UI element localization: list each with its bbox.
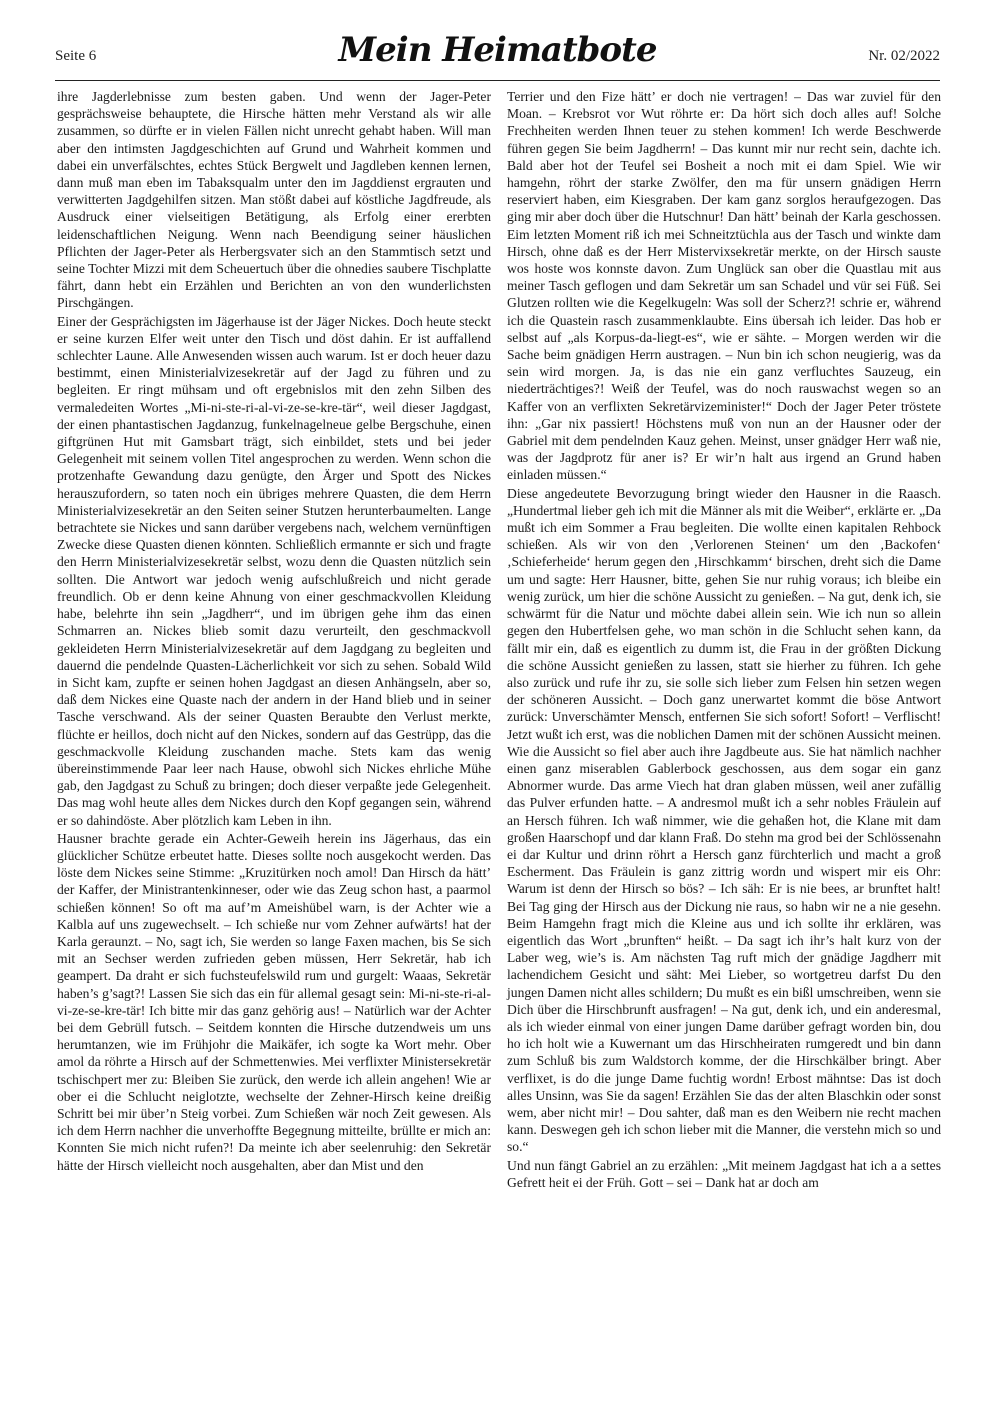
issue-number: Nr. 02/2022 (868, 48, 940, 64)
left-column (57, 88, 491, 1174)
paragraph: Hausner brachte gerade ein Achter-Geweih herein ins Jägerhaus, das ein glücklicher Schütze erbeutet hatte. Dieses sollte noch ausgekocht werden. Das löste dem Nickes seine Stimme: „Kruzitürken noch amol! Dan Hirsch da hätt’ der Kaffer, der Ministrantenkinneser, oder wie das Zeug schon hast, a paarmol schießen können! So oft ma auf’m Ameishübel warn, is der Achter wie a Kalbla auf uns zugewechselt. – Ich schieße nur vom Zehner aufwärts! hat der Karla geraunzt. – No, sagt ich, Sie werden so lange Faxen machen, bis Se sich mit an Sechser werden zufrieden geben müssen, Herr Sekretär, hab ich geampert. Da draht er sich fuchsteufelswild rum und gurgelt: Waaas, Sekretär haben’s g’sagt?! Lassen Sie sich das ein für allemal gesagt sein: Mi-ni-ste-ri-al-vi-ze-se-kre-tär! Ich bitte mir das ganz gehörig aus! – Natürlich war der Achter bei dem Gebrüll futsch. – Seitdem konnten die Hirsche dutzendweis um uns herumtanzen, wie im Frühjohr die Maikäfer, ich sogte ka Wort mehr. Ober amol da röhrte a Hirsch auf der Schmettenwies. Mei verflixter Ministersekretär tschischpert mer zu: Bleiben Sie zurück, den werde ich allein angehen! Wie ar ober ei die Schlucht neiglotzte, wechselte der Zehner-Hirsch keine dreißig Schritt bei mir über’n Steig vorbei. Zum Schießen wär noch Zeit gewesen. Als ich dem Herrn nachher die unverhoffte Begegnung mitteilte, brüllte er mich an: Konnten Sie mich nicht rufen?! Da meinte ich aber seelenruhig: den Sekretär hätte der Hirsch vielleicht noch ausgehalten, aber dan Mist und den (57, 830, 491, 1173)
page-header (55, 30, 940, 74)
paragraph: Und nun fängt Gabriel an zu erzählen: „Mit meinem Jagdgast hat ich a a settes Gefrett heit ei der Früh. Gott – sei – Dank hat ar doch am (507, 1157, 941, 1190)
paragraph: ihre Jagderlebnisse zum besten gaben. Und wenn der Jager-Peter gesprächsweise behauptete, die Hirsche hätten mehr Verstand als wir alle zusammen, so dürfte er in vielen Fällen nicht unrecht gehabt haben. Will man aber den intimsten Jagdgeschichten auf Grund und Wahrheit kommen und dabei ein unverfälschtes, echtes Stück Bergwelt und Jagdleben kennen lernen, dann muß man eben im Tabaksqualm unter den im Jagddienst ergrauten und verwitterten Jagdgehilfen sitzen. Man stößt dabei auf köstliche Jagdfreude, als Ausdruck einer vielseitigen Betätigung, als Erfolg einer ererbten leidenschaftlichen Neigung. Wenn nach Beendigung seiner häuslichen Pflichten der Jager-Peter als Herbergsvater sich an den Stammtisch setzt und seine Tochter Mizzi mit dem Scheuertuch über die ohnedies saubere Tischplatte fährt, dann hebt ein Erzählen und Berichten an von den wunderlichsten Pirschgängen. (57, 89, 491, 311)
page-number: Seite 6 (55, 48, 97, 64)
header-rule (55, 80, 940, 81)
right-column (507, 88, 941, 1191)
paragraph: Diese angedeutete Bevorzugung bringt wieder den Hausner in die Raasch. „Hundertmal lieber geh ich mit die Männer als mit die Weiber“, erklärte er. „Da mußt ich eim Sommer a Frau begleiten. Die wollte einen kapitalen Rehbock schießen. Als wir von den ‚Verlorenen Steinen‘ um den ‚Backofen‘ ‚Schieferheide‘ herum gegen den ‚Hirschkamm‘ birschen, dreht sich die Dame um und sagte: Herr Hausner, bitte, gehen Sie nur ruhig voraus; ich bleibe ein wenig zurück, um hier die schöne Aussicht zu genießen. – Na gut, denk ich, sie schwärmt für die Natur und möchte dabei allein sein. Wie ich nun so allein gegen den Hubertfelsen gehe, wo man schön in die Schlucht sehen kann, da fällt mir ein, daß es eigentlich zu dumm ist, die Frau in der größten Dickung die schöne Aussicht genießen zu lassen, statt sie hierher zu führen. Ich gehe also zurück und rufe ihr zu, sie solle sich lieber zum Felsen hin setzen wegen der schöneren Aussicht. – Doch ganz unerwartet kommt die böse Antwort zurück: Unverschämter Mensch, entfernen Sie sich sofort! Sofort! – Verflischt! Jetzt wußt ich erst, was die noblichen Damen mit der schönen Aussicht meinen. Wie die Aussicht so fiel aber auch ihre Jagdbeute aus. Sie hat nämlich nachher einen ganz miserablen Gablerbock geschossen, aus dem sogar ein ganz Abnormer wurde. Das arme Viech hat dran glaben müssen, weil aner zufällig das Pulver erfunden hatte. – A andresmol mußt ich a sehr nobles Fräulein auf an Hersch führen. Ich waß nimmer, wie die gehaßen hot, die Klane mit dam großen Haarschopf und dar klann Fraß. Do stehn ma grod bei der Schlössenahn ei dar Kultur und drinn röhrt a Hersch ganz fürchterlich und macht a groß Escherment. Das Fräulein is ganz zittrig wordn und wispert mir eis Ohr: Warum ist denn der Hirsch so bös? – Ich säh: Er is nie bees, ar brunftet halt! Bei Tag ging der Hirsch aus der Dickung nie raus, so habn wir ne a nie gesehn. Beim Hamgehn fragt mich die Kleine aus und ich sollte ihr erklären, was eigentlich das Wort „brunften“ heißt. – Da sagt ich ihr’s halt kurz von der Laber weg, wie’s is. Am nächsten Tag ruft mich der gnädige Jagdherr mit lachendichem Gesicht und säht: Mei Lieber, so wortgetreu darfst Du den jungen Damen nicht alles schildern; Du mußt es ein bißl umschreiben, wenn sie Dich über die Hirschbrunft ausfragen! – Na gut, denk ich, und ein anderesmal, als ich wieder einmal von einer jungen Dame darüber gefragt worden bin, dou ho ich holt wie a Kuwernant um das Hirschheiraten rumgeredt und bin dann zum Schluß bis zum Waldstorch komme, der die Hirschkälber bringt. Aber verflixet, is do die junge Dame fuchtig wordn! Erbost mähntse: Das ist doch alles Unsinn, was Sie da sagen! Erzählen Sie das der alten Blaschkin oder sonst wem, aber nicht mir! – Dou sahter, daß man es den Weibern nie recht machen kann. Deswegen geh ich schon lieber mit die Manner, die verstehn mich so und so.“ (507, 485, 941, 1155)
paragraph: Terrier und den Fize hätt’ er doch nie vertragen! – Das war zuviel für den Moan. – Krebsrot vor Wut röhrte er: Da hört sich doch alles auf! Solche Frechheiten werden Ihnen teuer zu stehen kommen! Ich werde Beschwerde führen gegen Sie beim Jagdherrn! – Das kunnt mir nur recht sein, dachte ich. Bald aber hot der Teufel sei Bosheit a noch mit ei dam Spiel. Wie wir hamgehn, röhrt der starke Zwölfer, den ma für unsern gnädigen Herrn reserviert haben, eim Kiesgraben. Der kam ganz sorglos heraufgezogen. Das ging mir aber doch über die Hutschnur! Dan hätt’ beinah der Karla geschossen. Eim letzten Moment riß ich mei Schneitztüchla aus der Tasch und winkte dam Hirsch, ohne daß es der Herr Mistervixsekretär merkte, on der Hirsch sauste wos hoste wos konnste davon. Zum Unglück san ober die Quastlau mit aus meiner Tasch geflogen und dam Sekretär um san Schadel und vür sei Füß. Sei Glutzen rollten wie die Kegelkugeln: Was soll der Scherz?! schrie er, während ich die Quastein rasch zusammenklaubte. Eins übersah ich leider. Das hob er selbst auf „als Korpus-da-liegt-es“, wie er sähte. – Morgen werden wir die Sache beim gnädigen Herrn austragen. – Nun bin ich schon neugierig, was da sein wird morgen. Ja, is das nie ein ganz verfluchtes Sauzeug, ein niederträchtiges?! Weiß der Teufel, was do noch rauswachst wegen so an Kaffer von an verflixten Sekretärvizeminister!“ Doch der Jager Peter tröstete ihn: „Gar nix passiert! Höchstens muß von nun an der Hausner oder der Gabriel mit dem pendelnden Kauz gehen. Meinst, unser gnädger Herr waß nie, was der Jagdprotz für aner is? Er wir’n halt aus irgend an Grund haben einladen müssen.“ (507, 89, 941, 483)
paragraph: Einer der Gesprächigsten im Jägerhause ist der Jäger Nickes. Doch heute steckt er seine kurzen Elfer weit unter den Tisch und döst dahin. Er ist auffallend schlechter Laune. Alle Anwesenden wissen auch warum. Ist er doch heuer dazu bestimmt, einen Ministerialvizesekretär auf der Jagd zu führen und zu begleiten. Er ringt mühsam und oft ergebnislos mit den zehn Silben des vermaledeiten Wortes „Mi-ni-ste-ri-al-vi-ze-se-kre-tär“, weil dieser Jagdgast, der einen phantastischen Jagdanzug, funkelnagelneue gelbe Bergschuhe, einen giftgrünen Hut mit Gamsbart trägt, sich einbildet, stets und bei jeder Gelegenheit mit seinem vollen Titel angesprochen zu werden. Wenn schon die protzenhafte Gewandung dazu genügte, den Ärger und Spott des Nickes herauszufordern, so taten noch ein übriges mehrere Quasten, die dem Herrn Ministerialvizesekretär an den Seiten seiner Stutzen herunterbaumelten. Lange betrachtete sie Nickes und sann darüber vergebens nach, welchem vernünftigen Zwecke diese Quasten dienen könnten. Schließlich ermannte er sich und fragte den Herrn Ministerialvizesekretär selbst, wozu denn die Quasten nützlich sein sollten. Die Antwort war jedoch wenig aufschlußreich und nicht gerade freundlich. Ob er denn keine Ahnung von einer geschmackvollen Kleidung habe, belehrte ihn sein „Jagdherr“, und im übrigen gehe ihm das einen Schmarren an. Nickes blieb somit dazu verurteilt, den geschmackvoll gekleideten Herrn Ministerialvizesekretär auf dem Jagdgang zu begleiten und dauernd die pendelnde Quasten-Lächerlichkeit vor sich zu sehen. Sobald Wild in Sicht kam, zupfte er seinen hohen Jagdgast an diesen Anhängseln, aber so, daß dem Nickes eine Quaste nach der andern in der Hand blieb und in seiner Tasche verschwand. Als der seiner Quasten Beraubte den Verlust merkte, flüchte er heillos, doch nicht auf den Nickes, sondern auf das Gestrüpp, das die geschmackvolle Kleidung zuschanden mache. Stets kam das wenig übereinstimmende Paar leer nach Hause, obwohl sich Nickes ehrliche Mühe gab, den Jagdgast zu Schuß zu bringen; doch dieser verpaßte jede Gelegenheit. Das mag wohl heute alles dem Nickes durch den Kopf gegangen sein, während er so dahindöste. Aber plötzlich kam Leben in ihn. (57, 313, 491, 828)
masthead-logo: Mein Heimatbote (338, 30, 657, 70)
